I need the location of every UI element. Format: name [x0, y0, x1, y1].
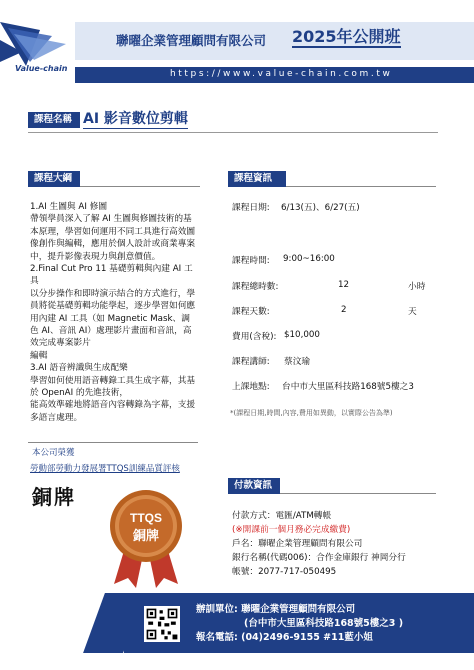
- hours-unit: 小時: [408, 282, 426, 292]
- bank-name: 銀行名稱(代碼006)：合作金庫銀行 神岡分行: [232, 553, 406, 563]
- course-title: AI 影音數位剪輯: [83, 111, 188, 127]
- venue-value: 台中市大里區科技路168號5樓之3: [282, 382, 414, 392]
- info-tag: 課程資訊: [228, 171, 286, 187]
- logo-text: Value-chain: [15, 64, 68, 73]
- outline-line: 本原理，學習如何運用不同工具進行高效圖: [30, 226, 196, 237]
- page-header: [0, 0, 474, 85]
- outline-line: 3.AI 語音辨識與生成配樂: [30, 363, 128, 374]
- days-label: 課程天數:: [232, 307, 270, 317]
- outline-line: 用內建 AI 工具（如 Magnetic Mask、調: [30, 313, 190, 324]
- outline-line: 學習如何使用語音轉錄工具生成字幕，其基: [30, 375, 196, 386]
- outline-line: 帶領學員深入了解 AI 生圖與修圖技術的基: [30, 214, 192, 225]
- footer-address: (台中市大里區科技路168號5樓之3 ): [244, 618, 404, 629]
- venue-label: 上課地點:: [232, 382, 270, 392]
- outline-line: 以分步操作和即時演示結合的方式進行，學: [30, 288, 196, 299]
- info-note: *(課程日期,時間,內容,費用如異動，以實際公告為準): [230, 409, 393, 417]
- payment-method: 付款方式：電匯/ATM轉帳: [232, 511, 332, 521]
- account-name: 戶名：聯曜企業管理顧問有限公司: [232, 539, 363, 549]
- days-unit: 天: [408, 307, 417, 317]
- hours-value: 12: [338, 280, 350, 290]
- honors-label: 本公司榮獲: [32, 448, 75, 458]
- payment-deadline: (※開課前一個月務必完成繳費): [232, 525, 351, 535]
- payment-tag: 付款資訊: [228, 478, 280, 494]
- honors-divider: [28, 442, 198, 443]
- medal-top-text: TTQS: [130, 511, 162, 525]
- teacher-label: 課程講師:: [232, 357, 270, 367]
- fee-label: 費用(含稅):: [232, 332, 277, 342]
- outline-line: 於 OpenAI 的先進技術，: [30, 388, 129, 398]
- days-value: 2: [341, 305, 347, 315]
- course-name-tag: 課程名稱: [28, 112, 80, 128]
- account-number: 帳號：2077-717-050495: [232, 567, 337, 577]
- medal-bottom-text: 銅牌: [132, 529, 160, 544]
- payment-divider: [280, 493, 436, 494]
- outline-line: 效完成專案影片: [30, 338, 91, 349]
- date-label: 課程日期:: [232, 203, 270, 213]
- outline-line: 能高效準確地將語音內容轉錄為字幕，支援: [30, 400, 196, 411]
- outline-line: 多語言處理。: [30, 412, 83, 423]
- time-value: 9:00~16:00: [283, 254, 335, 264]
- outline-line: 員將從基礎剪輯功能學起，逐步學習如何應: [30, 301, 196, 312]
- fee-value: $10,000: [284, 330, 320, 340]
- website-url[interactable]: https://www.value-chain.com.tw: [170, 69, 393, 79]
- footer-contact: 報名電話: (04)2496-9155 #11藍小姐: [196, 632, 373, 643]
- honors-text: 勞動部勞動力發展署TTQS訓練品質評核: [30, 464, 180, 474]
- outline-line: 1.AI 生圖與 AI 修圖: [30, 202, 108, 212]
- info-divider: [286, 186, 436, 187]
- date-value: 6/13(五)、6/27(五): [281, 203, 360, 213]
- footer-organizer: 辦訓單位: 聯曜企業管理顧問有限公司: [196, 604, 356, 615]
- outline-line: 像創作與編輯，應用於個人設計或商業專案: [30, 239, 196, 250]
- teacher-value: 蔡汶瑜: [284, 357, 311, 367]
- time-label: 課程時間:: [232, 256, 270, 266]
- bronze-level: 銅牌: [32, 485, 76, 509]
- qr-code-icon[interactable]: [144, 606, 180, 642]
- outline-line: 色 AI、音訊 AI）處理影片畫面和音訊，高: [30, 326, 192, 336]
- outline-tag: 課程大綱: [28, 171, 80, 187]
- outline-line: 具: [30, 276, 39, 287]
- hours-label: 課程總時數:: [232, 282, 279, 292]
- outline-divider: [80, 186, 200, 187]
- company-name: 聯曜企業管理顧問有限公司: [116, 33, 267, 48]
- outline-line: 2.Final Cut Pro 11 基礎剪輯與內建 AI 工: [30, 264, 193, 274]
- ttqs-medal-icon: [100, 488, 192, 588]
- year-label: 2025年公開班: [292, 27, 401, 46]
- outline-line: 中，提升影像表現力與創意價值。: [30, 251, 161, 262]
- outline-line: 編輯: [30, 350, 48, 361]
